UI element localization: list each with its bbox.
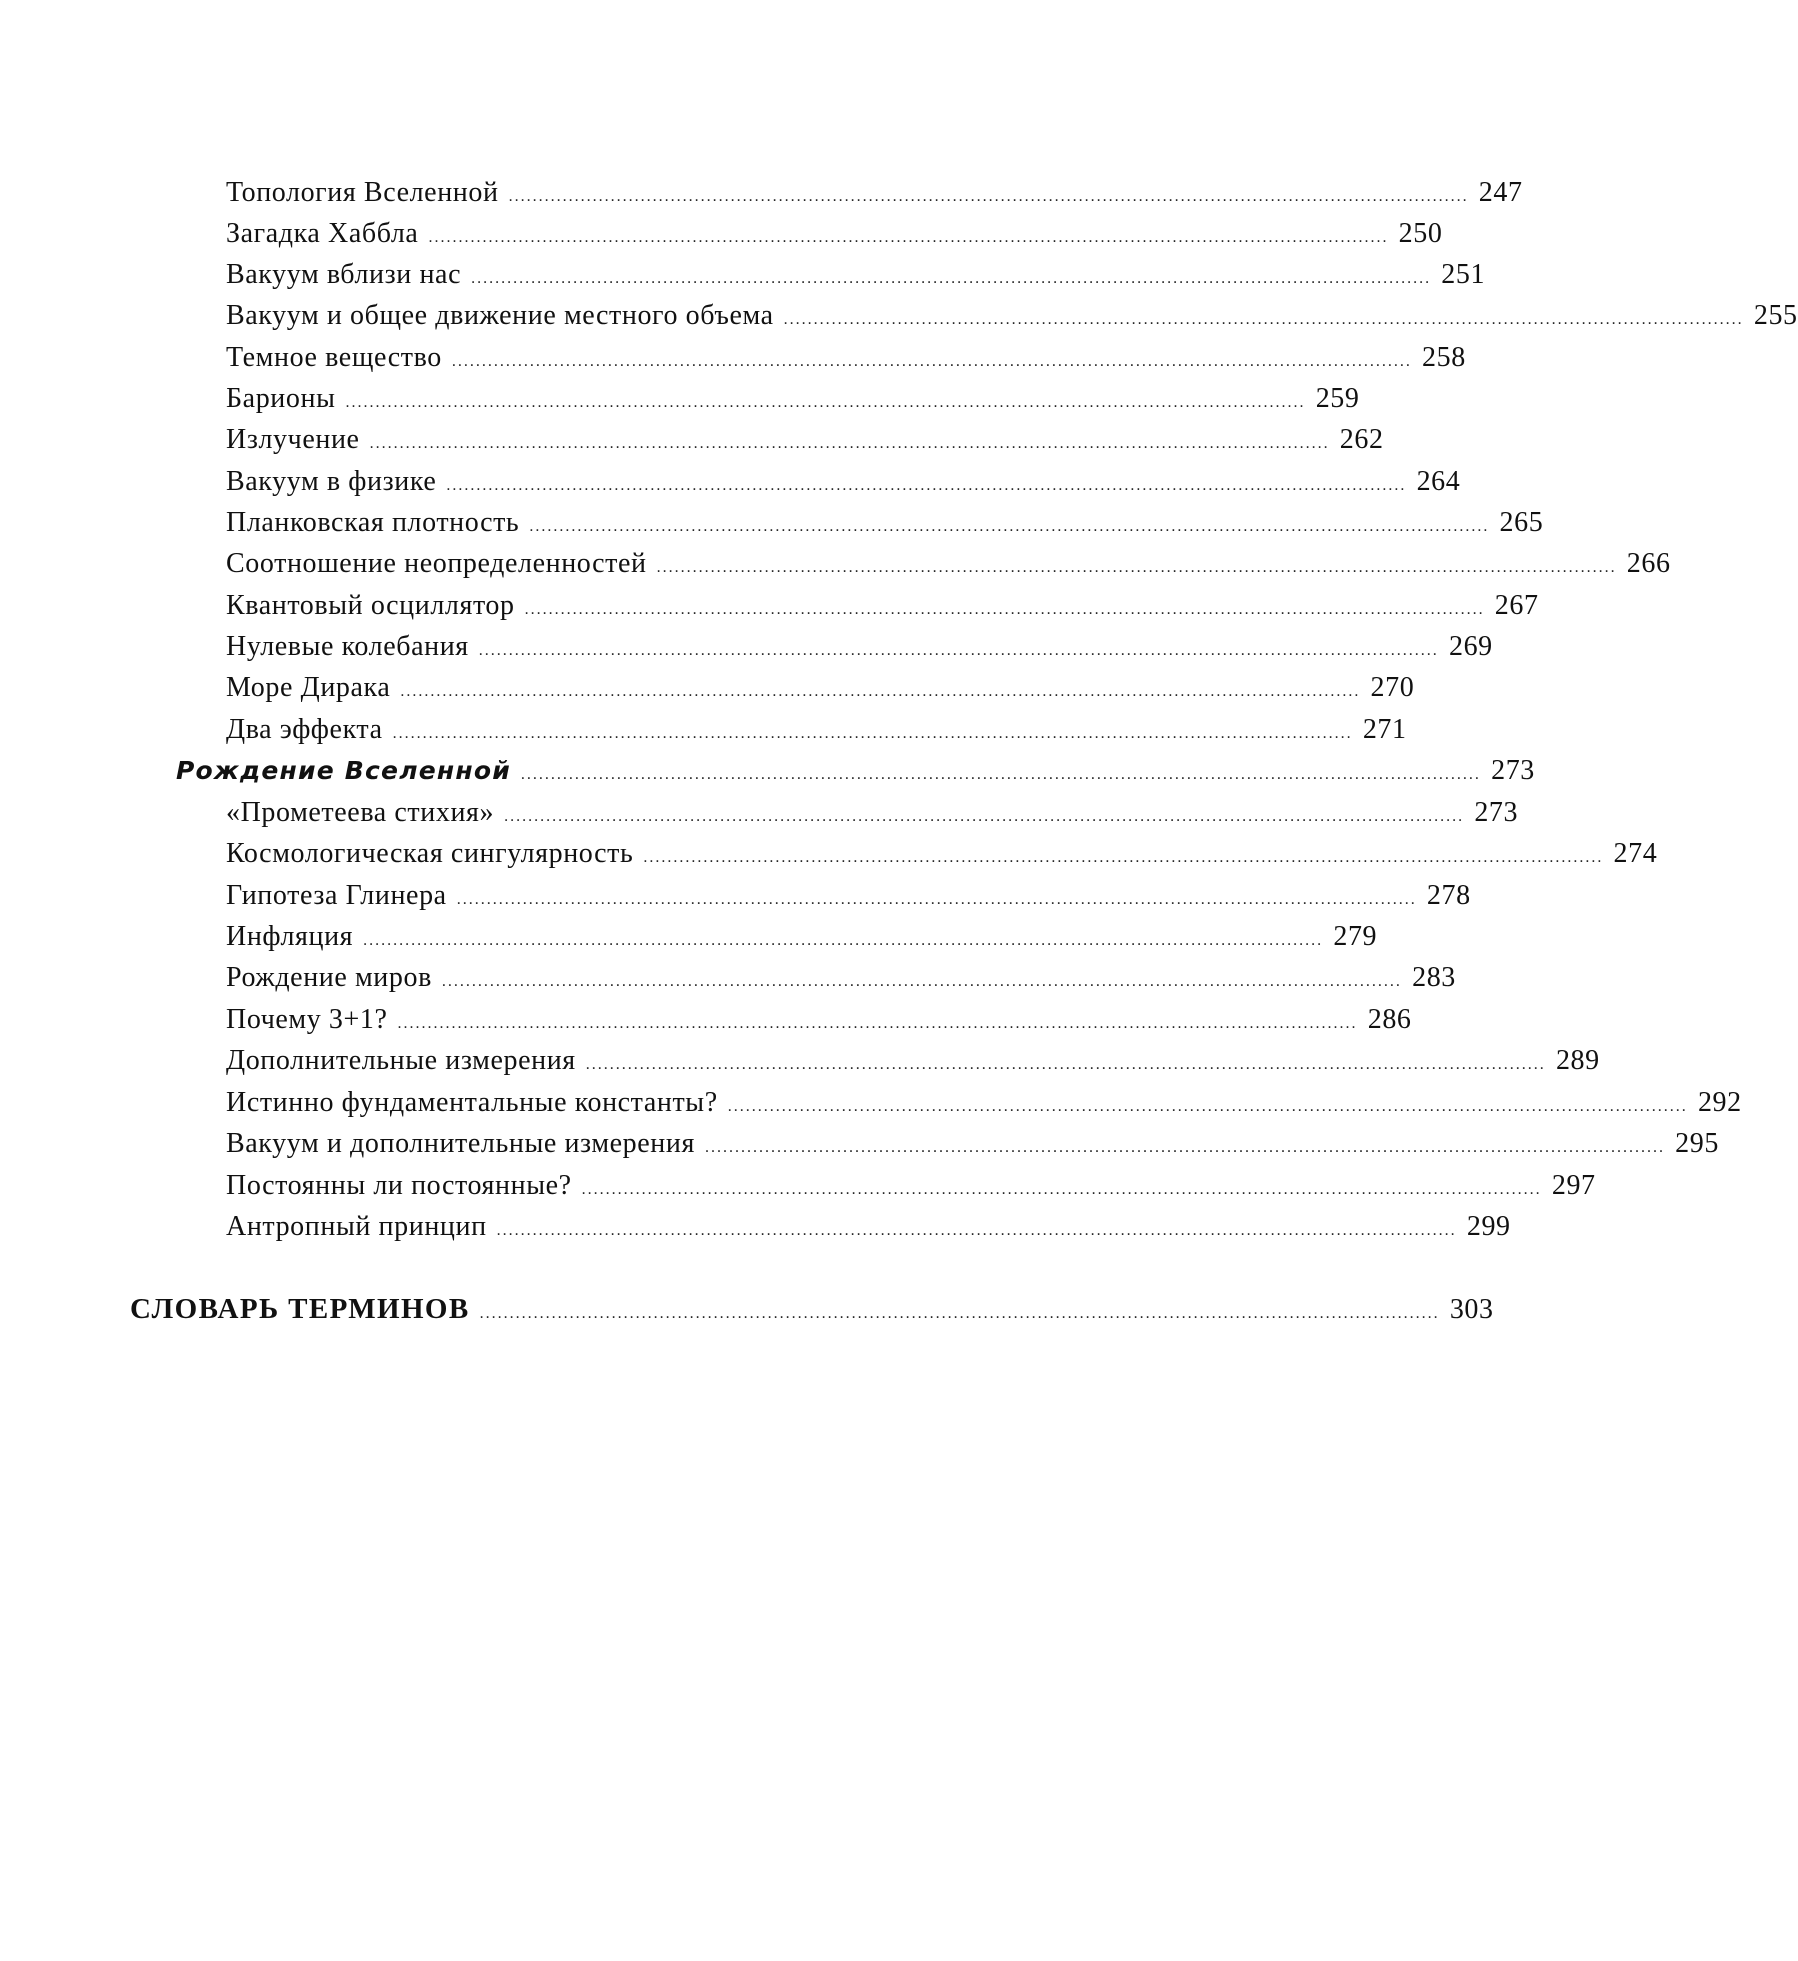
dot-leader: ................................................................................................................................................................ <box>478 642 1439 659</box>
toc-entry-title: Излучение <box>226 424 360 455</box>
toc-entry[interactable] <box>226 424 1384 465</box>
toc-entry-title: Дополнительные измерения <box>226 1045 576 1076</box>
toc-entry-title: «Прометеева стихия» <box>226 797 495 828</box>
toc-entry[interactable] <box>226 590 1539 631</box>
dot-leader: ................................................................................................................................................................ <box>585 1056 1546 1073</box>
toc-entry[interactable] <box>226 838 1658 879</box>
toc-entry[interactable] <box>226 962 1456 1003</box>
toc-entry[interactable] <box>226 1128 1719 1169</box>
toc-entry[interactable] <box>226 1045 1600 1086</box>
dot-leader: ................................................................................................................................................................ <box>392 725 1353 742</box>
toc-entry-title: Море Дирака <box>226 672 391 703</box>
toc-entry-page: 273 <box>1491 755 1535 786</box>
dot-leader: ................................................................................................................................................................ <box>529 518 1490 535</box>
toc-chapter-entry[interactable] <box>130 1293 1494 1334</box>
toc-entry[interactable] <box>226 300 1798 341</box>
dot-leader: ................................................................................................................................................................ <box>656 559 1617 576</box>
toc-entry-page: 267 <box>1494 590 1539 621</box>
dot-leader: ................................................................................................................................................................ <box>441 973 1402 990</box>
dot-leader: ................................................................................................................................................................ <box>400 683 1361 700</box>
toc-entry[interactable] <box>226 218 1443 259</box>
toc-entry[interactable] <box>226 714 1407 755</box>
toc-entry-page: 292 <box>1697 1087 1742 1118</box>
dot-leader: ................................................................................................................................................................ <box>397 1015 1358 1032</box>
toc-entry[interactable] <box>226 466 1461 507</box>
toc-entry[interactable] <box>226 672 1415 713</box>
toc-entry-title: Топология Вселенной <box>226 177 499 208</box>
dot-leader: ................................................................................................................................................................ <box>520 766 1481 783</box>
dot-leader: ................................................................................................................................................................ <box>471 270 1432 287</box>
toc-entry-title: Постоянны ли постоянные? <box>226 1170 572 1201</box>
toc-entry-page: 259 <box>1315 383 1360 414</box>
toc-entry-title: Квантовый осциллятор <box>226 590 515 621</box>
toc-entry-title: Загадка Хаббла <box>226 218 419 249</box>
dot-leader: ................................................................................................................................................................ <box>504 808 1465 825</box>
toc-entry-title: Истинно фундаментальные константы? <box>226 1087 718 1118</box>
toc-entry-page: 303 <box>1449 1294 1494 1325</box>
toc-entry-title: Соотношение неопределенностей <box>226 548 647 579</box>
toc-entry-page: 247 <box>1478 177 1523 208</box>
dot-leader: ................................................................................................................................................................ <box>727 1098 1688 1115</box>
toc-entry-title: Вакуум вблизи нас <box>226 259 462 290</box>
toc-entry-page: 299 <box>1466 1211 1511 1242</box>
toc-entry-page: 283 <box>1412 962 1456 993</box>
dot-leader: ................................................................................................................................................................ <box>783 311 1744 328</box>
toc-entry[interactable] <box>226 797 1519 838</box>
dot-leader: ................................................................................................................................................................ <box>704 1139 1665 1156</box>
toc-entry-page: 279 <box>1333 921 1378 952</box>
toc-entry[interactable] <box>226 631 1493 672</box>
dot-leader: ................................................................................................................................................................ <box>369 435 1330 452</box>
dot-leader: ................................................................................................................................................................ <box>428 229 1389 246</box>
toc-entry-title: Инфляция <box>226 921 354 952</box>
toc-entry-page: 258 <box>1422 342 1466 373</box>
toc-entry-page: 266 <box>1626 548 1671 579</box>
dot-leader: ................................................................................................................................................................ <box>345 394 1306 411</box>
toc-entry-page: 271 <box>1362 714 1407 745</box>
toc-entry-title: Темное вещество <box>226 342 442 373</box>
toc-entry-page: 289 <box>1555 1045 1600 1076</box>
toc-entry-title: Антропный принцип <box>226 1211 487 1242</box>
toc-entry-page: 262 <box>1339 424 1384 455</box>
toc-entry-title: Вакуум и общее движение местного объема <box>226 300 774 331</box>
dot-leader: ................................................................................................................................................................ <box>446 477 1407 494</box>
toc-entry-page: 278 <box>1426 880 1471 911</box>
toc-entry[interactable] <box>226 383 1360 424</box>
toc-entry-page: 273 <box>1474 797 1519 828</box>
toc-entry[interactable] <box>226 1004 1412 1045</box>
toc-entry-page: 250 <box>1398 218 1443 249</box>
toc-entry-title: Космологическая сингулярность <box>226 838 634 869</box>
toc-entry[interactable] <box>226 1211 1511 1252</box>
toc-entry[interactable] <box>226 548 1671 589</box>
toc-entry-page: 270 <box>1370 672 1415 703</box>
toc-entry-title: Барионы <box>226 383 336 414</box>
dot-leader: ................................................................................................................................................................ <box>456 891 1417 908</box>
toc-chapter-title: СЛОВАРЬ ТЕРМИНОВ <box>130 1293 470 1325</box>
toc-entry-page: 264 <box>1416 466 1461 497</box>
toc-entry[interactable] <box>226 177 1523 218</box>
toc-entry-page: 295 <box>1675 1128 1719 1159</box>
toc-entry-page: 274 <box>1613 838 1658 869</box>
toc-entry-page: 269 <box>1448 631 1493 662</box>
toc-entry-title: Почему 3+1? <box>226 1004 388 1035</box>
toc-entry-title: Вакуум в физике <box>226 466 437 497</box>
dot-leader: ................................................................................................................................................................ <box>524 601 1485 618</box>
toc-entry[interactable] <box>226 1170 1596 1211</box>
toc-entry-title: Гипотеза Глинера <box>226 880 447 911</box>
toc-entry[interactable] <box>226 1087 1742 1128</box>
toc-entry-title: Планковская плотность <box>226 507 520 538</box>
dot-leader: ................................................................................................................................................................ <box>451 353 1412 370</box>
toc-entry-title: Рождение миров <box>226 962 432 993</box>
dot-leader: ................................................................................................................................................................ <box>363 932 1324 949</box>
dot-leader: ................................................................................................................................................................ <box>508 188 1469 205</box>
dot-leader: ................................................................................................................................................................ <box>643 849 1604 866</box>
toc-entry-page: 286 <box>1367 1004 1412 1035</box>
toc-entry-page: 265 <box>1499 507 1544 538</box>
dot-leader: ................................................................................................................................................................ <box>581 1181 1542 1198</box>
toc-entry[interactable] <box>226 342 1466 383</box>
dot-leader: ................................................................................................................................................................ <box>496 1222 1457 1239</box>
toc-entry-page: 251 <box>1441 259 1486 290</box>
toc-entry[interactable] <box>226 880 1471 921</box>
toc-entry-title: Вакуум и дополнительные измерения <box>226 1128 695 1159</box>
toc-entry[interactable] <box>226 507 1544 548</box>
toc-entry-page: 255 <box>1753 300 1798 331</box>
dot-leader: ................................................................................................................................................................ <box>479 1305 1440 1322</box>
toc-entry-page: 297 <box>1551 1170 1596 1201</box>
toc-entry-title: Два эффекта <box>226 714 383 745</box>
toc-entry[interactable] <box>226 921 1378 962</box>
toc-section-entry[interactable] <box>176 755 1535 796</box>
toc-section-title: Рождение Вселенной <box>176 756 511 785</box>
toc-entry[interactable] <box>226 259 1486 300</box>
toc-entry-title: Нулевые колебания <box>226 631 469 662</box>
